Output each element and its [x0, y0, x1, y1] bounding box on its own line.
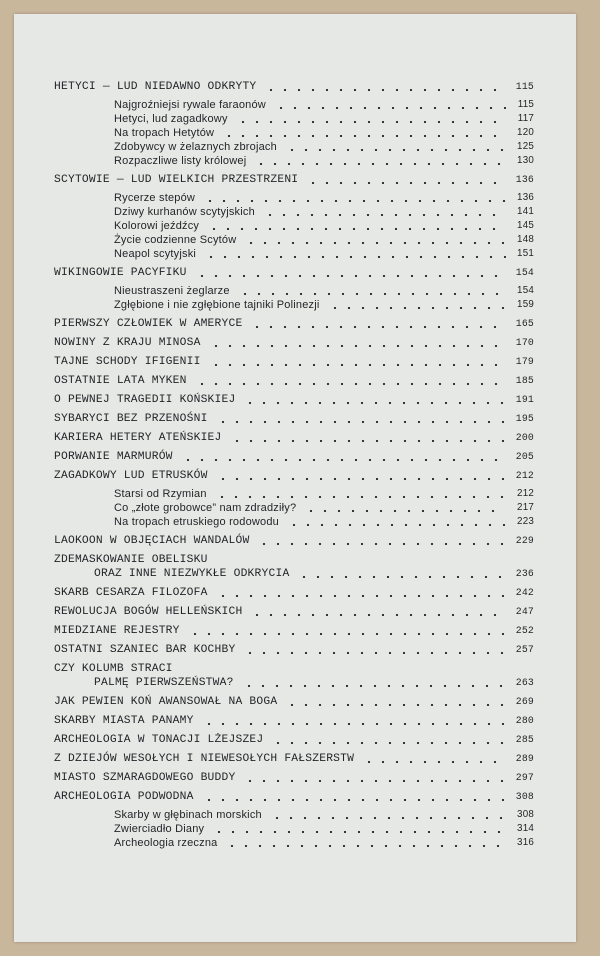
- toc-page-number: 205: [515, 451, 534, 462]
- dot-leader: [209, 364, 506, 366]
- dot-leader: [297, 576, 506, 578]
- toc-page-number: 120: [517, 127, 534, 138]
- toc-entry-title: WIKINGOWIE PACYFIKU: [54, 267, 187, 279]
- dot-leader: [212, 831, 506, 833]
- dot-leader: [215, 496, 506, 498]
- toc-entry-title: Rycerze stepów: [114, 192, 196, 204]
- toc-entry: [54, 790, 534, 804]
- toc-entry: [54, 714, 534, 728]
- toc-entry: [54, 431, 534, 445]
- dot-leader: [243, 652, 506, 654]
- toc-entry-title: Na tropach Hetytów: [114, 127, 215, 139]
- toc-page-number: 151: [517, 248, 534, 259]
- toc-entry: [54, 662, 534, 676]
- toc-page-number: 185: [515, 375, 534, 386]
- toc-entry: [54, 605, 534, 619]
- toc-page-number: 217: [517, 502, 534, 513]
- dot-leader: [202, 799, 506, 801]
- dot-leader: [243, 402, 506, 404]
- toc-entry-title: TAJNE SCHODY IFIGENII: [54, 356, 201, 368]
- toc-entry-title: ZAGADKOWY LUD ETRUSKÓW: [54, 470, 208, 482]
- dot-leader: [216, 595, 506, 597]
- toc-entry: [54, 374, 534, 388]
- toc-entry-title: LAOKOON W OBJĘCIACH WANDALÓW: [54, 535, 250, 547]
- toc-entry-title: Nieustraszeni żeglarze: [114, 285, 230, 297]
- toc-page-number: 308: [517, 809, 534, 820]
- toc-page-number: 316: [517, 837, 534, 848]
- toc-entry-title: OSTATNI SZANIEC BAR KOCHBY: [54, 644, 236, 656]
- toc-subentry: [54, 822, 534, 836]
- toc-page-number: 165: [515, 318, 534, 329]
- toc-page-number: 130: [517, 155, 534, 166]
- toc-entry: [54, 624, 534, 638]
- toc-entry-title: Zgłębione i nie zgłębione tajniki Polinezji: [114, 299, 320, 311]
- toc-page-number: 247: [515, 606, 534, 617]
- toc-page-number: 223: [517, 516, 534, 527]
- toc-entry: [54, 534, 534, 548]
- toc-entry-title: SKARBY MIASTA PANAMY: [54, 715, 194, 727]
- toc-page-number: 297: [515, 772, 534, 783]
- toc-entry: [54, 80, 534, 94]
- toc-page-number: 154: [515, 267, 534, 278]
- dot-leader: [238, 293, 506, 295]
- dot-leader: [285, 704, 506, 706]
- toc-page-number: 257: [515, 644, 534, 655]
- toc-page-number: 314: [517, 823, 534, 834]
- toc-page-number: 236: [515, 568, 534, 579]
- toc-entry-title: ARCHEOLOGIA PODWODNA: [54, 791, 194, 803]
- toc-entry-title: PALMĘ PIERWSZEŃSTWA?: [94, 677, 234, 689]
- toc-entry-title: MIEDZIANE REJESTRY: [54, 625, 180, 637]
- dot-leader: [195, 383, 506, 385]
- dot-leader: [209, 345, 506, 347]
- toc-entry-title: Życie codzienne Scytów: [114, 234, 237, 246]
- toc-entry-title: Zdobywcy w żelaznych zbrojach: [114, 141, 277, 153]
- toc-page-number: 285: [515, 734, 534, 745]
- toc-entry-title: SYBARYCI BEZ PRZENOŚNI: [54, 413, 208, 425]
- toc-entry-title: HETYCI — LUD NIEDAWNO ODKRYTY: [54, 81, 257, 93]
- toc-page-number: 269: [515, 696, 534, 707]
- toc-subentry: [54, 219, 534, 233]
- toc-entry-title: Dziwy kurhanów scytyjskich: [114, 206, 255, 218]
- toc-entry-title: MIASTO SZMARAGDOWEGO BUDDY: [54, 772, 236, 784]
- toc-subentry: [54, 154, 534, 168]
- toc-page-number: 148: [517, 234, 534, 245]
- toc-page-number: 212: [515, 470, 534, 481]
- toc-entry-title: ARCHEOLOGIA W TONACJI LŻEJSZEJ: [54, 734, 264, 746]
- dot-leader: [274, 107, 506, 109]
- toc-page-number: 289: [515, 753, 534, 764]
- dot-leader: [287, 524, 506, 526]
- toc-subentry: [54, 298, 534, 312]
- toc-entry: [54, 733, 534, 747]
- toc-entry-title: REWOLUCJA BOGÓW HELLEŃSKICH: [54, 606, 243, 618]
- dot-leader: [203, 200, 506, 202]
- toc-page-number: 212: [517, 488, 534, 499]
- dot-leader: [242, 685, 506, 687]
- toc-page-number: 280: [515, 715, 534, 726]
- dot-leader: [236, 121, 506, 123]
- dot-leader: [362, 761, 506, 763]
- dot-leader: [216, 421, 506, 423]
- dot-leader: [230, 440, 506, 442]
- toc-entry-title: CZY KOLUMB STRACI: [54, 663, 173, 675]
- toc-page-number: 136: [515, 174, 534, 185]
- dot-leader: [188, 633, 506, 635]
- dot-leader: [202, 723, 506, 725]
- toc-page-number: 263: [515, 677, 534, 688]
- toc-page-number: 195: [515, 413, 534, 424]
- toc-entry: [54, 355, 534, 369]
- toc-entry-title: NOWINY Z KRAJU MINOSA: [54, 337, 201, 349]
- toc-page-number: 117: [517, 113, 534, 124]
- dot-leader: [264, 89, 506, 91]
- toc-page-number: 115: [515, 81, 534, 92]
- toc-subentry: [54, 284, 534, 298]
- toc-entry-title: SCYTOWIE — LUD WIELKICH PRZESTRZENI: [54, 174, 299, 186]
- dot-leader: [250, 326, 506, 328]
- toc-subentry: [54, 501, 534, 515]
- toc-page-number: 125: [517, 141, 534, 152]
- toc-subentry: [54, 126, 534, 140]
- toc-subentry: [54, 191, 534, 205]
- toc-entry: [54, 317, 534, 331]
- toc-page-number: 179: [515, 356, 534, 367]
- dot-leader: [328, 307, 507, 309]
- toc-subentry: [54, 140, 534, 154]
- toc-entry-title: Najgroźniejsi rywale faraonów: [114, 99, 266, 111]
- toc-entry: [54, 567, 534, 581]
- toc-entry-title: ZDEMASKOWANIE OBELISKU: [54, 554, 208, 566]
- toc-page-number: 242: [515, 587, 534, 598]
- toc-entry: [54, 173, 534, 187]
- dot-leader: [216, 478, 506, 480]
- toc-entry: [54, 752, 534, 766]
- toc-subentry: [54, 98, 534, 112]
- toc-page-number: 115: [517, 99, 534, 110]
- toc-entry-title: PORWANIE MARMURÓW: [54, 451, 173, 463]
- dot-leader: [207, 228, 506, 230]
- toc-subentry: [54, 247, 534, 261]
- toc-entry: [54, 676, 534, 690]
- dot-leader: [257, 543, 506, 545]
- toc-page-number: 308: [515, 791, 534, 802]
- dot-leader: [254, 163, 506, 165]
- dot-leader: [304, 510, 506, 512]
- toc-page-number: 252: [515, 625, 534, 636]
- toc-entry-title: JAK PEWIEN KOŃ AWANSOWAŁ NA BOGA: [54, 696, 278, 708]
- dot-leader: [306, 182, 506, 184]
- toc-entry-title: ORAZ INNE NIEZWYKŁE ODKRYCIA: [94, 568, 290, 580]
- toc-entry-title: Na tropach etruskiego rodowodu: [114, 516, 279, 528]
- toc-subentry: [54, 205, 534, 219]
- toc-entry-title: PIERWSZY CZŁOWIEK W AMERYCE: [54, 318, 243, 330]
- toc-entry-title: OSTATNIE LATA MYKEN: [54, 375, 187, 387]
- toc-entry-title: O PEWNEJ TRAGEDII KOŃSKIEJ: [54, 394, 236, 406]
- toc-page-number: 200: [515, 432, 534, 443]
- dot-leader: [204, 256, 506, 258]
- toc-entry: [54, 695, 534, 709]
- table-of-contents: [54, 80, 534, 850]
- toc-entry-title: Z DZIEJÓW WESOŁYCH I NIEWESOŁYCH FAŁSZERSTW: [54, 753, 355, 765]
- dot-leader: [222, 135, 506, 137]
- toc-entry: [54, 412, 534, 426]
- toc-entry-title: Zwierciadło Diany: [114, 823, 205, 835]
- toc-page-number: 154: [517, 285, 534, 296]
- toc-page-number: 170: [515, 337, 534, 348]
- toc-entry-title: Skarby w głębinach morskich: [114, 809, 262, 821]
- toc-subentry: [54, 233, 534, 247]
- dot-leader: [243, 780, 506, 782]
- toc-subentry: [54, 515, 534, 529]
- dot-leader: [271, 742, 506, 744]
- dot-leader: [181, 459, 506, 461]
- toc-entry-title: Starsi od Rzymian: [114, 488, 207, 500]
- toc-entry-title: Rozpaczliwe listy królowej: [114, 155, 247, 167]
- toc-page-number: 145: [517, 220, 534, 231]
- toc-entry-title: Co „złote grobowce” nam zdradziły?: [114, 502, 297, 514]
- dot-leader: [195, 275, 506, 277]
- toc-entry: [54, 469, 534, 483]
- toc-entry-title: Archeologia rzeczna: [114, 837, 218, 849]
- toc-entry-title: Kolorowi jeźdźcy: [114, 220, 200, 232]
- toc-page-number: 191: [515, 394, 534, 405]
- dot-leader: [285, 149, 506, 151]
- toc-entry: [54, 643, 534, 657]
- toc-entry: [54, 266, 534, 280]
- toc-entry: [54, 771, 534, 785]
- dot-leader: [263, 214, 506, 216]
- toc-page-number: 136: [517, 192, 534, 203]
- toc-subentry: [54, 112, 534, 126]
- toc-subentry: [54, 808, 534, 822]
- toc-entry-title: Neapol scytyjski: [114, 248, 197, 260]
- toc-entry: [54, 336, 534, 350]
- toc-entry: [54, 586, 534, 600]
- dot-leader: [244, 242, 506, 244]
- toc-entry: [54, 393, 534, 407]
- toc-subentry: [54, 836, 534, 850]
- dot-leader: [270, 817, 506, 819]
- toc-entry: [54, 553, 534, 567]
- toc-entry-title: Hetyci, lud zagadkowy: [114, 113, 228, 125]
- toc-page-number: 141: [517, 206, 534, 217]
- book-page: [14, 14, 576, 942]
- toc-entry: [54, 450, 534, 464]
- dot-leader: [250, 614, 506, 616]
- toc-entry-title: SKARB CESARZA FILOZOFA: [54, 587, 208, 599]
- toc-page-number: 229: [515, 535, 534, 546]
- toc-entry-title: KARIERA HETERY ATEŃSKIEJ: [54, 432, 222, 444]
- toc-subentry: [54, 487, 534, 501]
- dot-leader: [225, 845, 506, 847]
- toc-page-number: 159: [517, 299, 534, 310]
